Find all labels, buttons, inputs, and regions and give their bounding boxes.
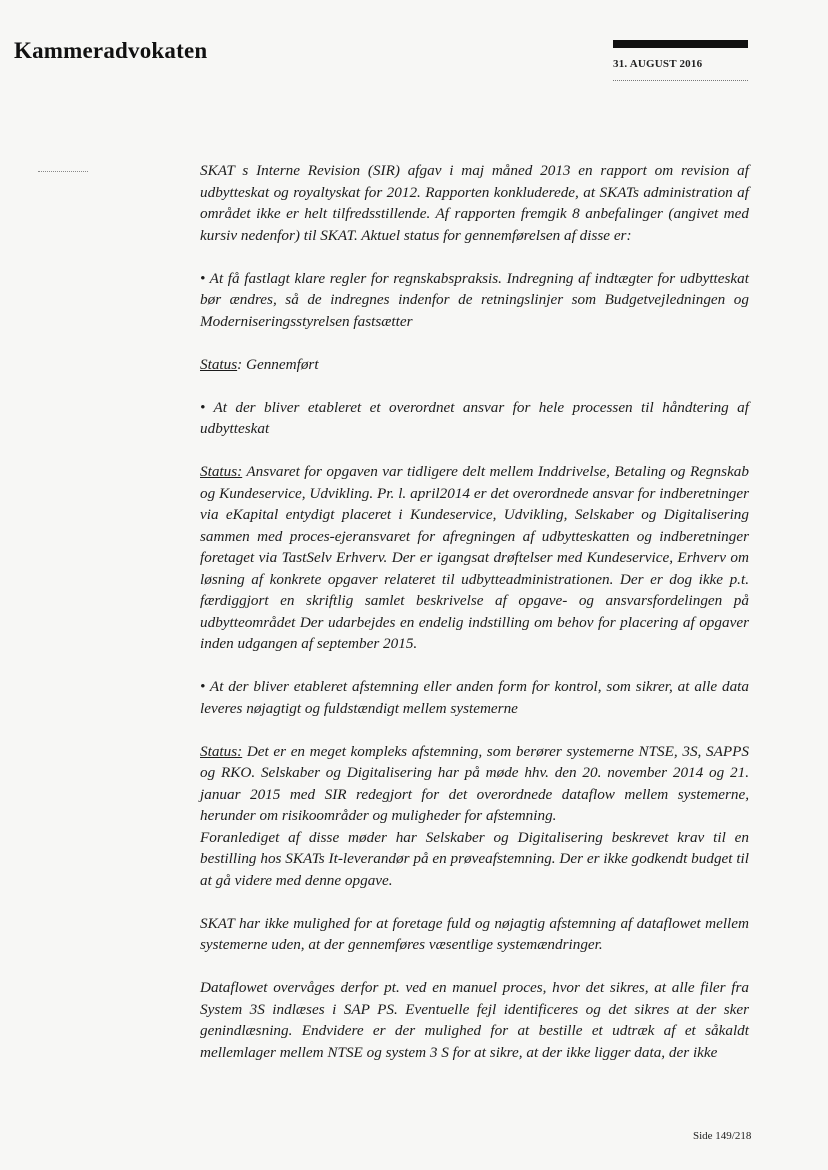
recommendation-1: • At få fastlagt klare regler for regnskabspraksis. Indregning af indtægter for udbytteskat bør ændres, så de indregnes indenfor de retningslinjer som Budgetvejledningen og Moderniseringsstyrelsen fastsætter bbox=[200, 269, 749, 330]
header-bar bbox=[613, 40, 748, 48]
date-divider bbox=[613, 80, 748, 81]
intro-paragraph: SKAT s Interne Revision (SIR) afgav i maj måned 2013 en rapport om revision af udbytteskat og royaltyskat for 2012. Rapporten konkluderede, at SKATs administration af området ikke er helt tilfredsstillende. Af rapporten fremgik 8 anbefalinger (angivet med kursiv nedenfor) til SKAT. Aktuel status for gennemførelsen af disse er: bbox=[200, 162, 749, 244]
status-1 bbox=[200, 354, 749, 376]
dataflow-paragraph: Dataflowet overvåges derfor pt. ved en manuel proces, hvor det sikres, at alle filer fra System 3S indlæses i SAP PS. Eventuelle fejl identificeres og det sikres at der sker genindlæsning. Endvidere er der mulighed for at bestille et udtræk af et såkaldt mellemlager mellem NTSE og system 3 S for at sikre, at der ikke ligger data, der ikke bbox=[200, 979, 749, 1061]
status-label: Status: bbox=[200, 742, 243, 760]
skat-paragraph: SKAT har ikke mulighed for at foretage fuld og nøjagtig afstemning af dataflowet mellem systemerne uden, at der gennemføres væsentlige systemændringer. bbox=[200, 914, 749, 953]
header-date: 31. AUGUST 2016 bbox=[613, 58, 703, 70]
status-3 bbox=[200, 741, 749, 827]
status-2 bbox=[200, 461, 749, 655]
body-text bbox=[200, 160, 749, 1085]
status-text: : Gennemført bbox=[237, 355, 319, 373]
status-text: Ansvaret for opgaven var tidligere delt mellem Inddrivelse, Betaling og Regnskab og Kundeservice, Udvikling. Pr. l. april2014 er det overordnede ansvar for indberetninger via eKapital entydigt placeret i Kundeservice, Udvikling, Selskaber og Digitalisering sammen med proces-ejeransvaret for afregningen af udbytteskatten og indberetninger foretaget via TastSelv Erhverv. Der er igangsat drøftelser med Kundeservice, Erhverv om løsning af konkrete opgaver relateret til udbytteadministrationen. Der er dog ikke p.t. færdiggjort en skriftlig samlet beskrivelse af opgave- og ansvarsfordelingen på udbytteområdet Der udarbejdes en endelig indstilling om behov for placering af opgaver inden udgangen af september 2015. bbox=[200, 463, 749, 652]
recommendation-3: • At der bliver etableret afstemning eller anden form for kontrol, som sikrer, at alle data leveres nøjagtigt og fuldstændigt mellem systemerne bbox=[200, 678, 749, 717]
brand-title: Kammeradvokaten bbox=[14, 38, 208, 63]
margin-divider bbox=[38, 171, 88, 172]
status-label: Status bbox=[200, 355, 238, 373]
status-label: Status: bbox=[200, 463, 243, 480]
recommendation-2: • At der bliver etableret et overordnet ansvar for hele processen til håndtering af udbytteskat bbox=[200, 398, 749, 437]
page-number: Side 149/218 bbox=[693, 1130, 752, 1142]
status-text: Det er en meget kompleks afstemning, som berører systemerne NTSE, 3S, SAPPS og RKO. Selskaber og Digitalisering har på møde hhv. den 20. november 2014 og 21. januar 2015 med SIR redegjort for det overordnede dataflow mellem systemerne, herunder om risikoområder og muligheder for afstemning. bbox=[200, 742, 749, 824]
status-3-continuation: Foranlediget af disse møder har Selskaber og Digitalisering beskrevet krav til en bestilling hos SKATs It-leverandør på en prøveafstemning. Der er ikke godkendt budget til at gå videre med denne opgave. bbox=[200, 828, 749, 889]
